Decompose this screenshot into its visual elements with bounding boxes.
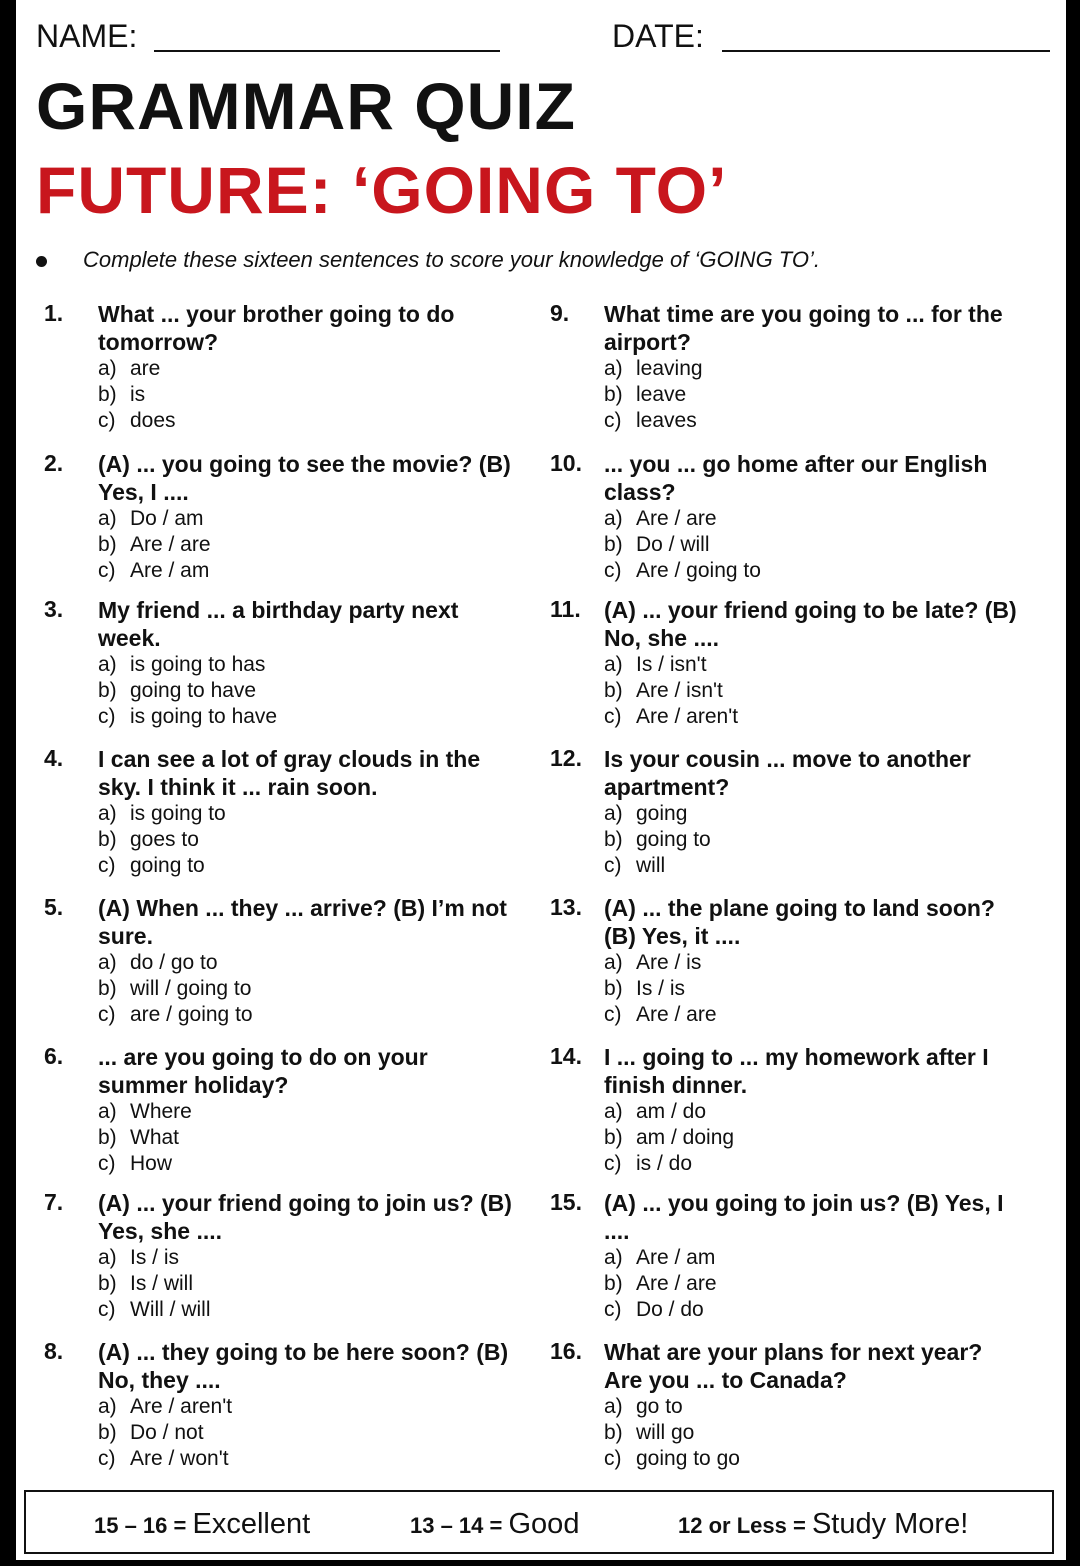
date-line: [722, 50, 1050, 52]
name-label: NAME:: [36, 18, 138, 54]
option-a: a) do / go to: [98, 951, 218, 974]
instruction: [36, 247, 820, 273]
question-number: 5.: [44, 894, 64, 920]
option-b: b) Do / will: [604, 533, 710, 556]
option-c: c) is going to have: [98, 705, 278, 728]
option-c: c) Do / do: [604, 1298, 704, 1321]
option-a: a) Are / are: [604, 507, 717, 530]
question-number: 2.: [44, 450, 64, 476]
option-a: a) Where: [98, 1100, 192, 1123]
option-c: c) will: [604, 854, 666, 877]
question-text: (A) ... you going to see the movie? (B) Yes, I ....: [98, 451, 511, 505]
question-number: 3.: [44, 596, 64, 622]
question-number: 11.: [550, 596, 581, 622]
option-a: a) going: [604, 802, 688, 825]
date-label: DATE:: [612, 18, 704, 54]
question-text: ... are you going to do on your summer holiday?: [98, 1044, 428, 1098]
option-c: c) Are / won't: [98, 1447, 229, 1470]
question-text: ... you ... go home after our English class?: [604, 451, 988, 505]
option-b: b) leave: [604, 383, 687, 406]
question-6: [44, 1043, 514, 1177]
question-text: What are your plans for next year? Are you ... to Canada?: [604, 1339, 983, 1393]
option-b: b) will go: [604, 1421, 695, 1444]
question-number: 6.: [44, 1043, 64, 1069]
page-subtitle: FUTURE: ‘GOING TO’: [36, 153, 728, 227]
option-b: b) Are / are: [604, 1272, 717, 1295]
question-text: (A) When ... they ... arrive? (B) I’m not sure.: [98, 895, 507, 949]
bullet-icon: [36, 256, 47, 267]
page-title: GRAMMAR QUIZ: [36, 69, 576, 143]
question-number: 4.: [44, 745, 64, 771]
question-number: 12.: [550, 745, 582, 771]
option-c: c) Are / going to: [604, 559, 761, 582]
option-b: b) What: [98, 1126, 180, 1149]
option-b: b) is: [98, 383, 146, 406]
question-number: 16.: [550, 1338, 582, 1364]
option-b: b) Is / will: [98, 1272, 193, 1295]
question-text: I can see a lot of gray clouds in the sky. I think it ... rain soon.: [98, 746, 481, 800]
question-number: 13.: [550, 894, 582, 920]
question-number: 8.: [44, 1338, 64, 1364]
option-b: b) am / doing: [604, 1126, 735, 1149]
score-excellent: 15 – 16 = Excellent: [94, 1508, 311, 1540]
option-a: a) am / do: [604, 1100, 707, 1123]
option-a: a) leaving: [604, 357, 703, 380]
instruction-text: Complete these sixteen sentences to score your knowledge of ‘GOING TO’.: [83, 247, 820, 272]
option-a: a) Are / am: [604, 1246, 716, 1269]
option-a: a) is going to has: [98, 653, 266, 676]
option-c: c) Will / will: [98, 1298, 211, 1321]
option-c: c) How: [98, 1152, 173, 1175]
question-13: [550, 894, 1020, 1028]
score-box: [24, 1490, 1054, 1554]
question-text: (A) ... you going to join us? (B) Yes, I ....: [604, 1190, 1004, 1244]
question-text: I ... going to ... my homework after I finish dinner.: [604, 1044, 989, 1098]
question-8: [44, 1338, 514, 1472]
option-c: c) leaves: [604, 409, 697, 432]
question-7: [44, 1189, 514, 1323]
option-c: c) Are / am: [98, 559, 210, 582]
question-text: (A) ... your friend going to be late? (B) No, she ....: [604, 597, 1017, 651]
name-line: [154, 50, 500, 52]
question-10: [550, 450, 1020, 584]
question-9: [550, 300, 1020, 434]
score-study-more: 12 or Less = Study More!: [678, 1508, 969, 1540]
option-c: c) is / do: [604, 1152, 693, 1175]
question-16: [550, 1338, 1020, 1472]
option-c: c) Are / are: [604, 1003, 717, 1026]
question-2: [44, 450, 514, 584]
option-c: c) does: [98, 409, 176, 432]
option-a: a) Are / aren't: [98, 1395, 233, 1418]
option-a: a) Is / isn't: [604, 653, 707, 676]
question-number: 9.: [550, 300, 570, 326]
option-a: a) Are / is: [604, 951, 702, 974]
worksheet: [16, 0, 1066, 1560]
question-number: 10.: [550, 450, 582, 476]
option-c: c) are / going to: [98, 1003, 253, 1026]
question-number: 7.: [44, 1189, 64, 1215]
option-b: b) going to: [604, 828, 711, 851]
option-a: a) Do / am: [98, 507, 204, 530]
question-text: What ... your brother going to do tomorrow?: [98, 301, 455, 355]
option-a: a) go to: [604, 1395, 683, 1418]
option-b: b) going to have: [98, 679, 257, 702]
option-b: b) will / going to: [98, 977, 252, 1000]
option-a: a) is going to: [98, 802, 226, 825]
option-c: c) going to go: [604, 1447, 740, 1470]
question-text: My friend ... a birthday party next week.: [98, 597, 459, 651]
question-text: What time are you going to ... for the airport?: [604, 301, 1003, 355]
option-a: a) Is / is: [98, 1246, 180, 1269]
option-b: b) Are / are: [98, 533, 211, 556]
option-b: b) Are / isn't: [604, 679, 723, 702]
question-text: (A) ... your friend going to join us? (B) Yes, she ....: [98, 1190, 512, 1244]
question-number: 1.: [44, 300, 64, 326]
option-a: a) are: [98, 357, 161, 380]
question-11: [550, 596, 1020, 730]
option-b: b) goes to: [98, 828, 199, 851]
option-c: c) Are / aren't: [604, 705, 739, 728]
question-15: [550, 1189, 1020, 1323]
question-4: [44, 745, 514, 879]
score-good: 13 – 14 = Good: [410, 1508, 580, 1540]
question-number: 15.: [550, 1189, 582, 1215]
question-number: 14.: [550, 1043, 582, 1069]
question-12: [550, 745, 1020, 879]
question-text: (A) ... they going to be here soon? (B) No, they ....: [98, 1339, 509, 1393]
question-1: [44, 300, 514, 434]
question-5: [44, 894, 514, 1028]
question-text: Is your cousin ... move to another apartment?: [604, 746, 971, 800]
option-b: b) Do / not: [98, 1421, 204, 1444]
option-c: c) going to: [98, 854, 205, 877]
question-14: [550, 1043, 1020, 1177]
question-3: [44, 596, 514, 730]
option-b: b) Is / is: [604, 977, 686, 1000]
header-row: [36, 14, 1046, 58]
question-text: (A) ... the plane going to land soon? (B) Yes, it ....: [604, 895, 995, 949]
